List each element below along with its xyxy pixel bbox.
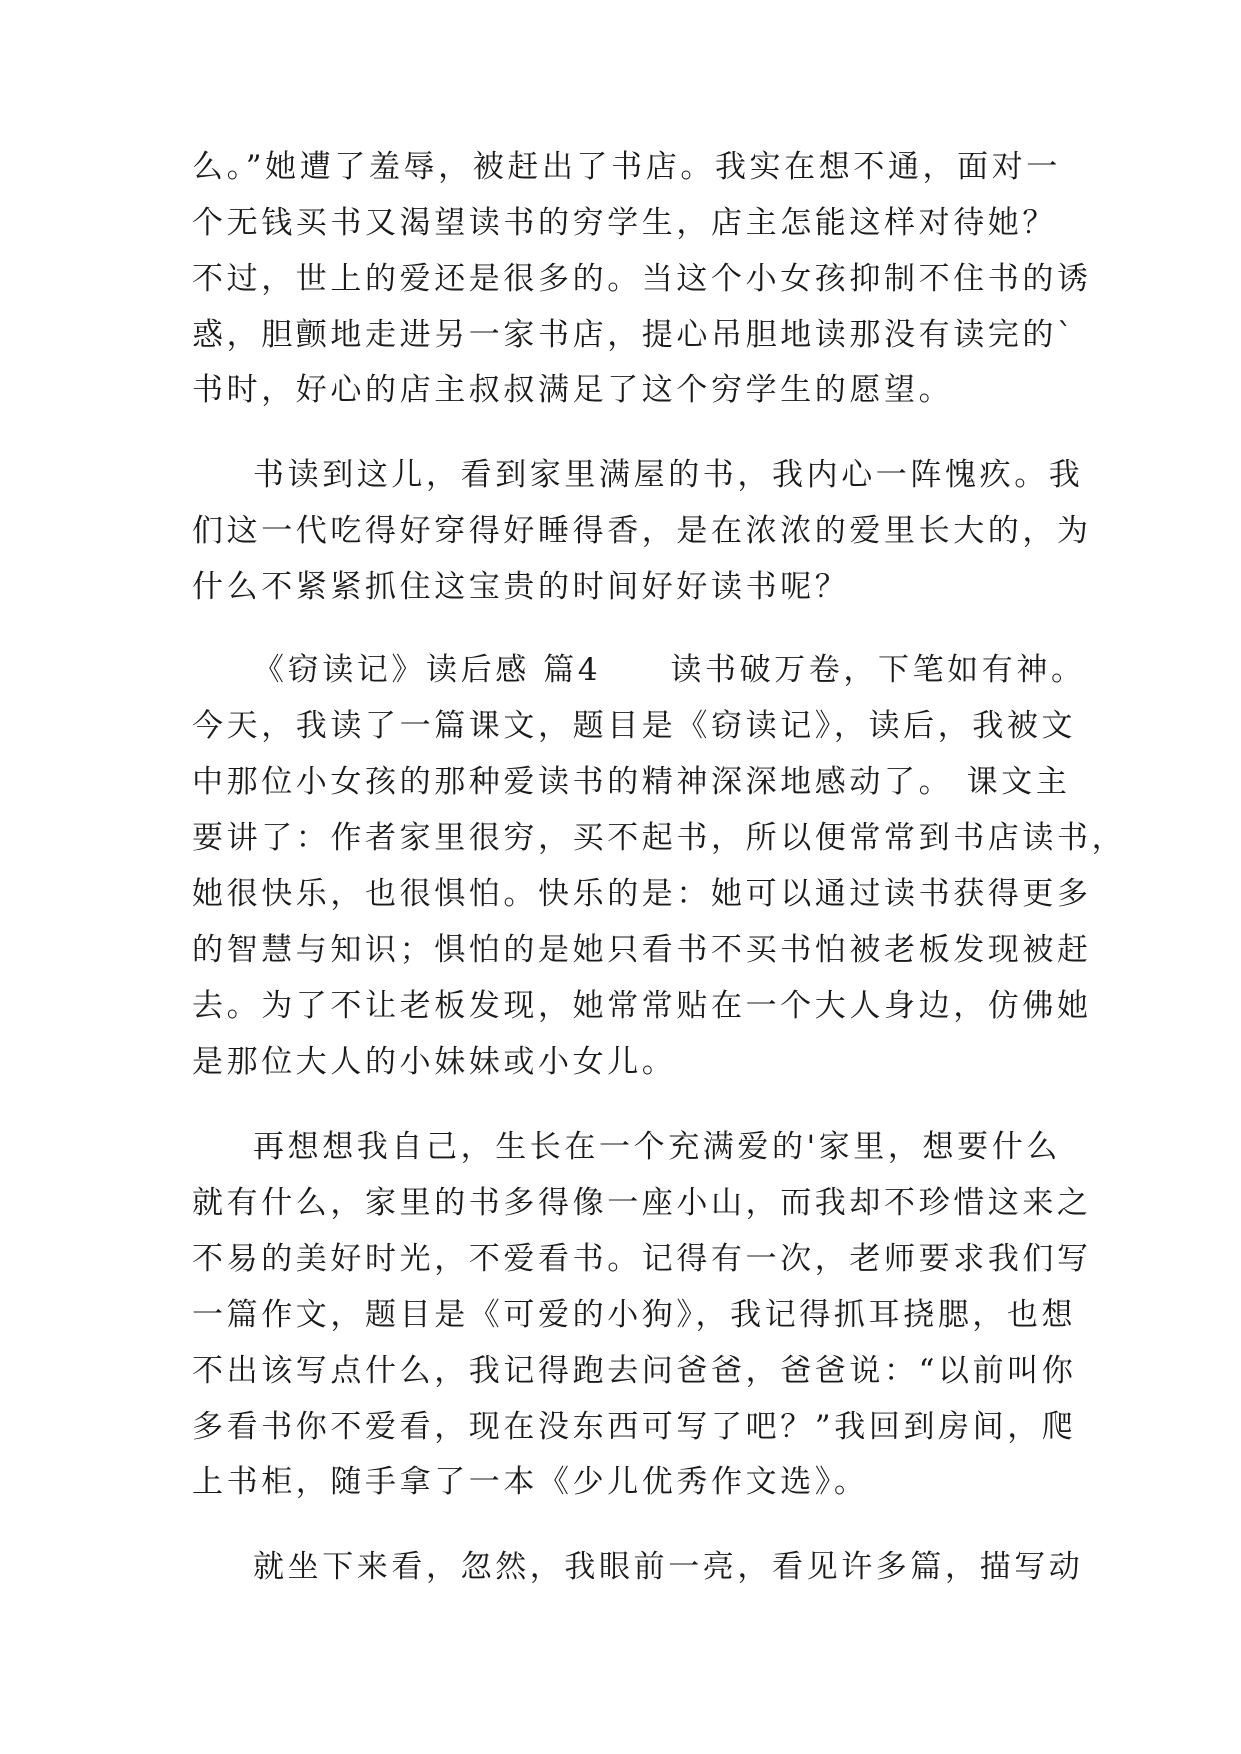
text-line: 书时，好心的店主叔叔满足了这个穷学生的愿望。	[192, 372, 954, 408]
text-line: 今天，我读了一篇课文，题目是《窃读记》，读后，我被文	[192, 708, 1077, 744]
text-line: 个无钱买书又渴望读书的穷学生，店主怎能这样对待她？	[192, 205, 1057, 241]
text-line: 上书柜，随手拿了一本《少儿优秀作文选》。	[192, 1464, 869, 1500]
paragraph-first-line: 就坐下来看，忽然，我眼前一亮，看见许多篇，描写动	[253, 1549, 1084, 1585]
text-line: 不过，世上的爱还是很多的。当这个小女孩抑制不住书的诱	[192, 261, 1092, 297]
section-heading-line: 《窃读记》读后感 篇4 读书破万卷，下笔如有神。	[253, 652, 1086, 688]
paragraph-first-line: 书读到这儿，看到家里满屋的书，我内心一阵愧疚。我	[253, 457, 1084, 493]
text-line: 中那位小女孩的那种爱读书的精神深深地感动了。 课文主	[192, 764, 1071, 800]
text-line: 不出该写点什么，我记得跑去问爸爸，爸爸说：“以前叫你	[192, 1353, 1077, 1389]
text-line: 要讲了：作者家里很穷，买不起书，所以便常常到书店读书，	[192, 820, 1127, 856]
text-line: 的智慧与知识；惧怕的是她只看书不买书怕被老板发现被赶	[192, 932, 1092, 968]
text-line: 么。”她遭了羞辱，被赶出了书店。我实在想不通，面对一	[192, 149, 1061, 185]
text-line: 不易的美好时光，不爱看书。记得有一次，老师要求我们写	[192, 1241, 1092, 1277]
text-line: 们这一代吃得好穿得好睡得香，是在浓浓的爱里长大的，为	[192, 513, 1092, 549]
text-line: 是那位大人的小妹妹或小女儿。	[192, 1044, 677, 1080]
text-line: 多看书你不爱看，现在没东西可写了吧？”我回到房间，爬	[192, 1409, 1077, 1445]
text-line: 就有什么，家里的书多得像一座小山，而我却不珍惜这来之	[192, 1185, 1092, 1221]
text-line: 惑，胆颤地走进另一家书店，提心吊胆地读那没有读完的`	[192, 317, 1077, 353]
text-line: 一篇作文，题目是《可爱的小狗》，我记得抓耳挠腮，也想	[192, 1297, 1077, 1333]
paragraph-first-line: 再想想我自己，生长在一个充满爱的'家里，想要什么	[253, 1129, 1061, 1165]
text-line: 什么不紧紧抓住这宝贵的时间好好读书呢？	[192, 569, 850, 605]
text-line: 去。为了不让老板发现，她常常贴在一个大人身边，仿佛她	[192, 988, 1092, 1024]
text-line: 她很快乐，也很惧怕。快乐的是：她可以通过读书获得更多	[192, 876, 1092, 912]
